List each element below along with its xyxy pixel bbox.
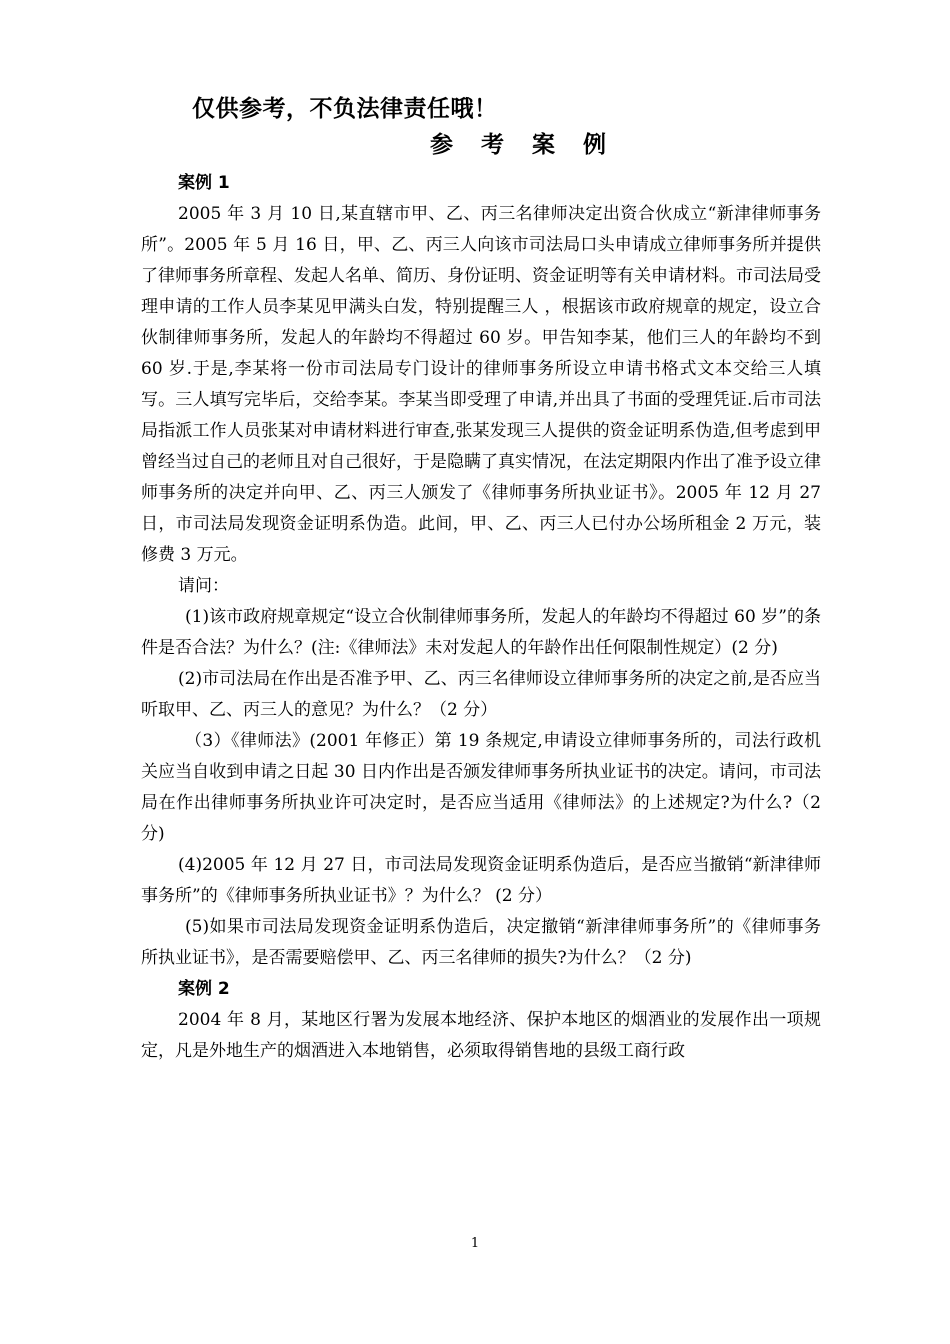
case-1-facts: 2005 年 3 月 10 日,某直辖市甲、乙、丙三名律师决定出资合伙成立“新津律师事务所”。2005 年 5 月 16 日，甲、乙、丙三人向该市司法局口头申请成立律师事务所并提供了律师事务所章程、发起人名单、简历、身份证明、资金证明等有关申请材料。市司法局受理申请的工作人员李某见甲满头白发，特别提醒三人 ，根据该市政府规章的规定，设立合伙制律师事务所，发起人的年龄均不得超过 60 岁。甲告知李某，他们三人的年龄均不到 60 岁.于是,李某将一份市司法局专门设计的律师事务所设立申请书格式文本交给三人填写。三人填写完毕后，交给李某。李某当即受理了申请,并出具了书面的受理凭证.后市司法局指派工作人员张某对申请材料进行审查,张某发现三人提供的资金证明系伪造,但考虑到甲曾经当过自己的老师且对自己很好，于是隐瞒了真实情况，在法定期限内作出了准予设立律师事务所的决定并向甲、乙、丙三人颁发了《律师事务所执业证书》。2005 年 12 月 27 日，市司法局发现资金证明系伪造。此间，甲、乙、丙三人已付办公场所租金 2 万元，装修费 3 万元。 [141,204,821,565]
disclaimer-text: 仅供参考，不负法律责任哦！ [192,96,498,122]
case-1-question-1: (1)该市政府规章规定“设立合伙制律师事务所，发起人的年龄均不得超过 60 岁”的条件是否合法？为什么？(注:《律师法》未对发起人的年龄作出任何限制性规定）(2 分) [141,607,821,658]
page-number: 1 [470,1236,480,1251]
case-1-question-3: （3）《律师法》(2001 年修正）第 19 条规定,申请设立律师事务所的，司法行政机关应当自收到申请之日起 30 日内作出是否颁发律师事务所执业证书的决定。请问，市司法局在作出律师事务所执业许可决定时，是否应当适用《律师法》的上述规定?为什么?（2 分) [141,731,821,844]
case-2-facts: 2004 年 8 月，某地区行署为发展本地经济、保护本地区的烟酒业的发展作出一项规定，凡是外地生产的烟酒进入本地销售，必须取得销售地的县级工商行政 [141,1010,821,1061]
case-2-heading: 案例 2 [178,979,230,999]
case-1-heading: 案例 1 [178,173,230,193]
case-1-question-4: (4)2005 年 12 月 27 日，市司法局发现资金证明系伪造后，是否应当撤销“新津律师事务所”的《律师事务所执业证书》？为什么？ (2 分） [141,855,821,906]
case-1-question-2: (2)市司法局在作出是否准予甲、乙、丙三名律师设立律师事务所的决定之前,是否应当听取甲、乙、丙三人的意见？为什么？（2 分） [141,669,821,720]
page-title: 参 考 案 例 [430,132,617,158]
case-1-question-5: (5)如果市司法局发现资金证明系伪造后，决定撤销“新津律师事务所”的《律师事务所执业证书》，是否需要赔偿甲、乙、丙三名律师的损失?为什么？（2 分) [141,917,821,968]
case-1-question-label: 请问： [178,576,229,596]
document-body [141,168,821,1067]
